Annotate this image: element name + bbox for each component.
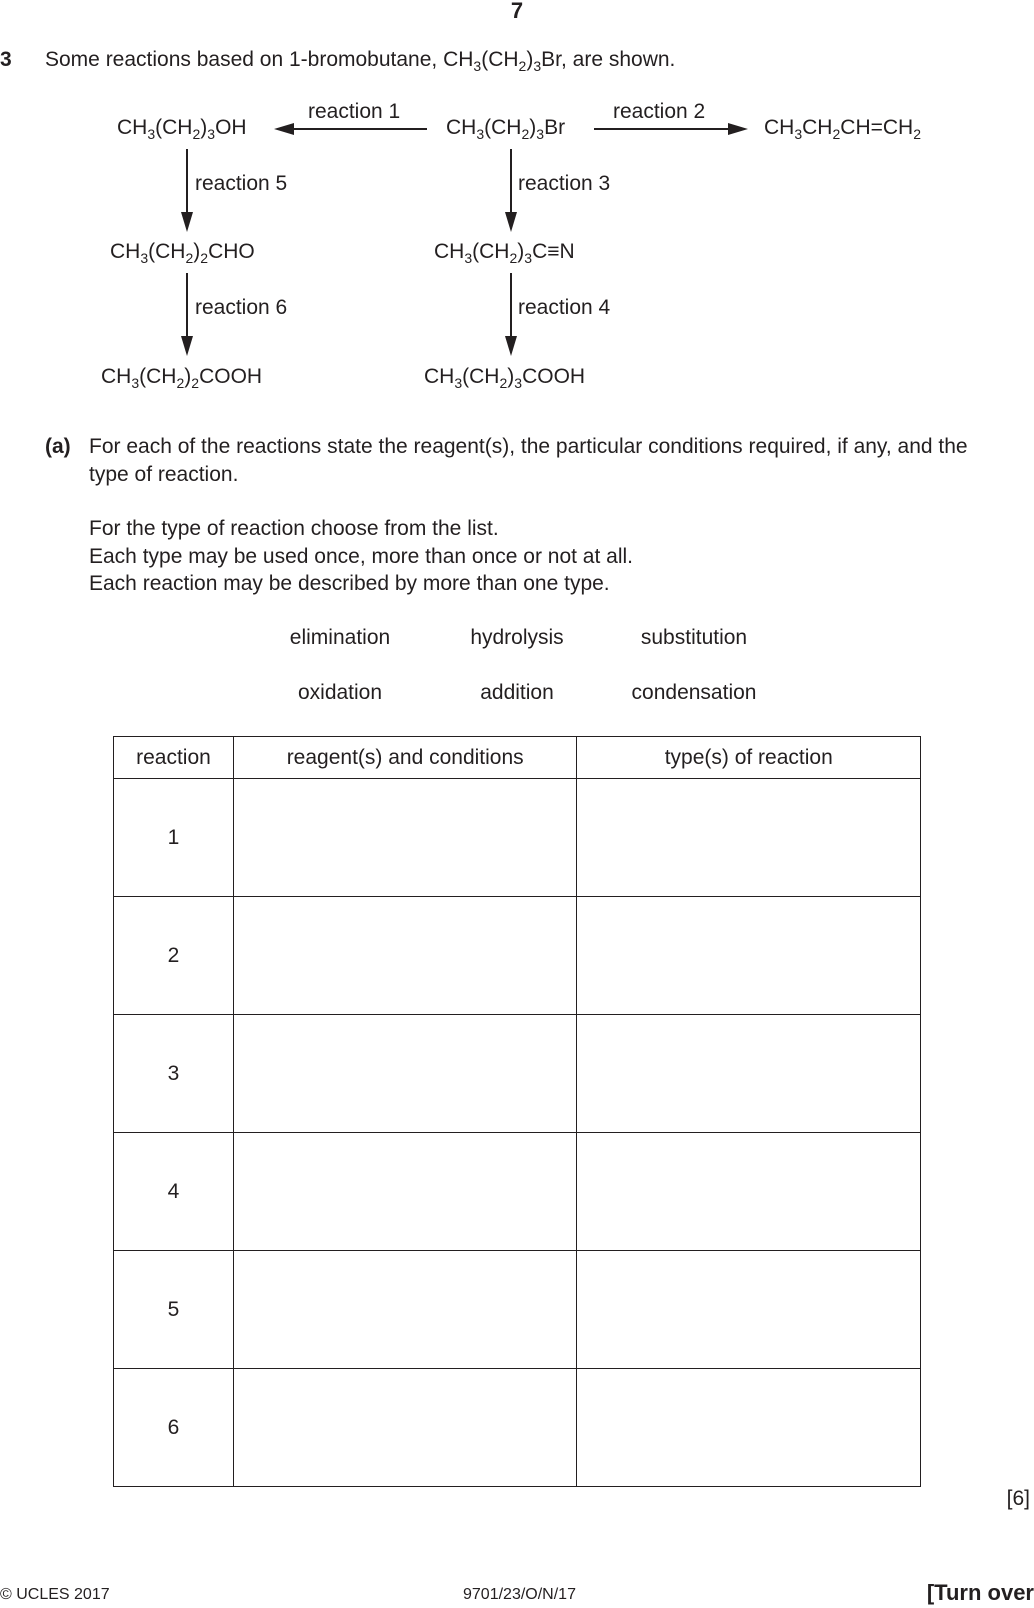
label-reaction-6: reaction 6 <box>195 296 288 319</box>
header-reaction: reaction <box>114 737 234 779</box>
footer-copyright: © UCLES 2017 <box>0 1586 110 1603</box>
row-reaction-number: 2 <box>114 897 234 1015</box>
table-row <box>114 1015 921 1133</box>
table-row <box>114 1251 921 1369</box>
compound-butene: $CH_3CH_2CH=CH_2$ <box>764 116 922 142</box>
question-number: 3 <box>0 48 12 71</box>
row-reaction-number: 4 <box>114 1133 234 1251</box>
type-substitution: substitution <box>640 626 748 649</box>
row-reaction-number: 3 <box>114 1015 234 1133</box>
compound-butanal: $CH_3(CH_2)_2CHO$ <box>110 240 255 266</box>
row-reaction-number: 1 <box>114 779 234 897</box>
row-reaction-number: 6 <box>114 1369 234 1487</box>
table-row <box>114 1133 921 1251</box>
question-stem: Some reactions based on 1-bromobutane, $CH_3(CH_2)_3Br$, are shown. <box>45 48 676 74</box>
footer-turn-over: [Turn over <box>926 1580 1034 1605</box>
table-row <box>114 897 921 1015</box>
reagents-answer-cell[interactable] <box>233 1015 577 1133</box>
label-reaction-3: reaction 3 <box>518 172 611 195</box>
part-a-line-2: type of reaction. <box>89 463 239 486</box>
reagents-answer-cell[interactable] <box>233 897 577 1015</box>
compound-bromobutane: $CH_3(CH_2)_3Br$ <box>446 116 566 142</box>
compound-butanoic-acid: $CH_3(CH_2)_2COOH$ <box>101 365 263 391</box>
compound-nitrile: $CH_3(CH_2)_3C\equiv N$ <box>434 240 575 266</box>
label-reaction-1: reaction 1 <box>308 100 401 123</box>
header-type: type(s) of reaction <box>577 737 921 779</box>
part-a-line-5: Each reaction may be described by more than one type. <box>89 572 610 595</box>
header-reagents: reagent(s) and conditions <box>233 737 577 779</box>
type-answer-cell[interactable] <box>577 1251 921 1369</box>
type-answer-cell[interactable] <box>577 779 921 897</box>
type-oxidation: oxidation <box>297 681 383 704</box>
type-addition: addition <box>480 681 554 704</box>
type-elimination: elimination <box>289 626 391 649</box>
row-reaction-number: 5 <box>114 1251 234 1369</box>
type-answer-cell[interactable] <box>577 1369 921 1487</box>
footer-paper-code: 9701/23/O/N/17 <box>463 1586 576 1603</box>
reagents-answer-cell[interactable] <box>233 779 577 897</box>
reagents-answer-cell[interactable] <box>233 1369 577 1487</box>
table-row <box>114 1369 921 1487</box>
marks-allocation: [6] <box>1006 1487 1030 1510</box>
part-a-line-3: For the type of reaction choose from the list. <box>89 517 499 540</box>
type-condensation: condensation <box>631 681 757 704</box>
table-header-row <box>114 737 921 779</box>
label-reaction-4: reaction 4 <box>518 296 611 319</box>
part-a-label: (a) <box>45 435 71 458</box>
label-reaction-5: reaction 5 <box>195 172 288 195</box>
compound-pentanoic-acid: $CH_3(CH_2)_3COOH$ <box>424 365 586 391</box>
type-hydrolysis: hydrolysis <box>470 626 564 649</box>
page-number: 7 <box>510 0 524 23</box>
type-answer-cell[interactable] <box>577 897 921 1015</box>
answer-table <box>113 736 921 1487</box>
label-reaction-2: reaction 2 <box>613 100 706 123</box>
reagents-answer-cell[interactable] <box>233 1133 577 1251</box>
type-answer-cell[interactable] <box>577 1015 921 1133</box>
compound-butanol: $CH_3(CH_2)_3OH$ <box>117 116 247 142</box>
reagents-answer-cell[interactable] <box>233 1251 577 1369</box>
table-row <box>114 779 921 897</box>
part-a-line-4: Each type may be used once, more than once or not at all. <box>89 545 633 568</box>
part-a-line-1: For each of the reactions state the reagent(s), the particular conditions required, if any, and the <box>89 435 968 458</box>
type-answer-cell[interactable] <box>577 1133 921 1251</box>
